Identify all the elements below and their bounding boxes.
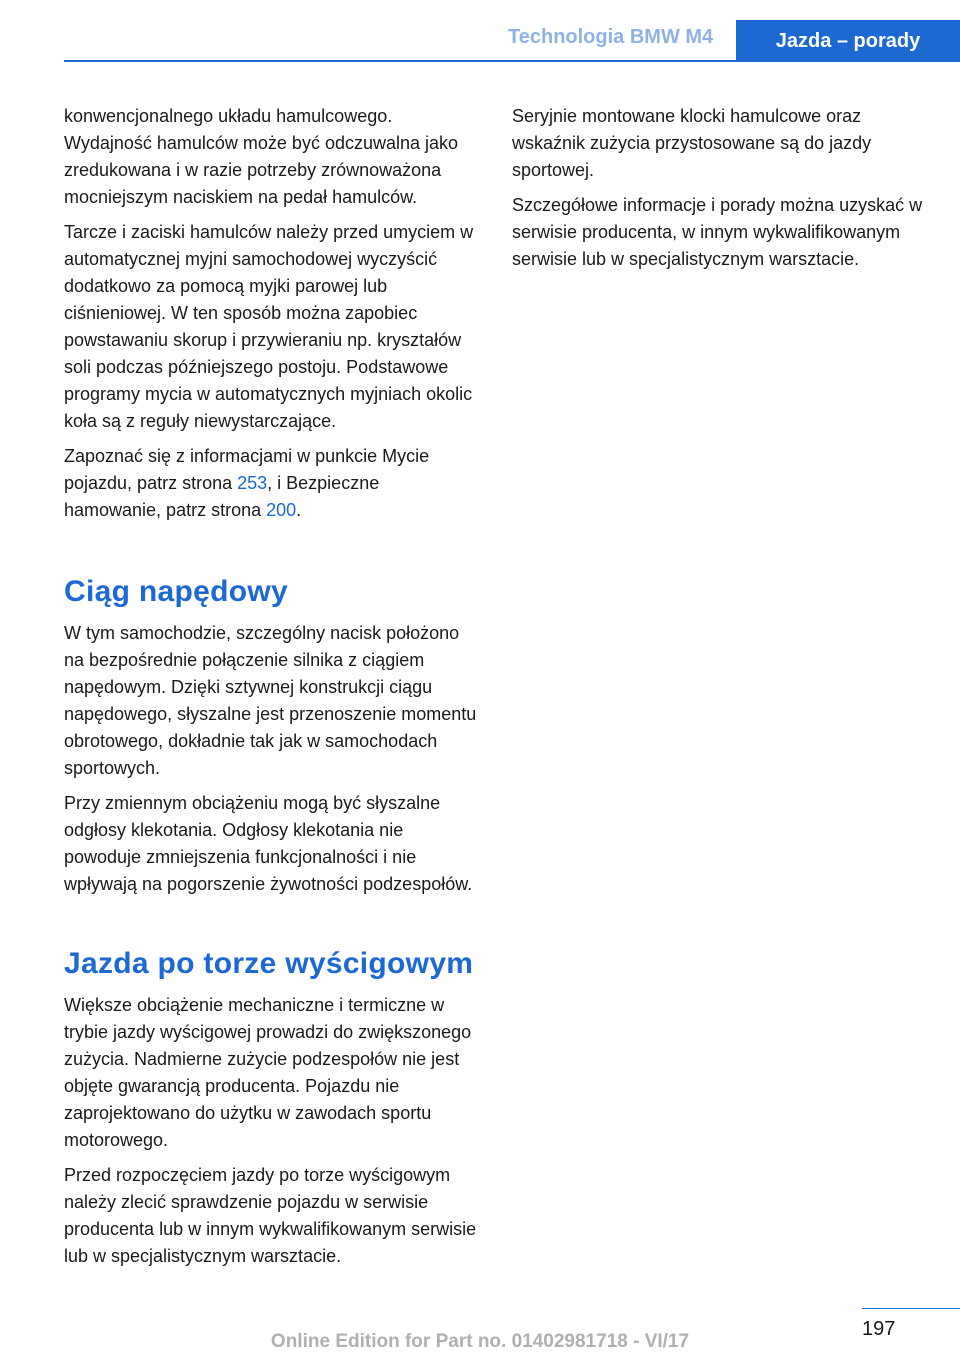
paragraph-drivetrain-rattle: Przy zmiennym obciążeniu mogą być słyszalne odgłosy klekotania. Odgłosy klekotania nie powoduje zmniejszenia funkcjonalności i nie wpływają na pogorszenie żywotności podzespołów. <box>64 793 473 894</box>
right-column <box>512 103 926 281</box>
heading-race-track: Jazda po torze wyścigowym <box>64 947 474 980</box>
see-also-text-c: . <box>296 500 302 520</box>
page-ref-link-200[interactable]: 200 <box>266 500 297 520</box>
paragraph-drivetrain-connection: W tym samochodzie, szczególny nacisk położono na bezpośrednie połączenie silnika z ciągiem napędowym. Dzięki sztywnej konstrukcji ciągu napędowego, słyszalne jest przenoszenie momentu obrotowego, dokładnie tak jak w samochodach sportowych. <box>64 623 477 778</box>
heading-drivetrain: Ciąg napędowy <box>64 575 288 608</box>
paragraph-brake-discs-cleaning: Tarcze i zaciski hamulców należy przed umyciem w automatycznej myjni samochodowej wyczyścić dodatkowo za pomocą myjki parowej lub ciśnieniowej. W ten sposób można zapobiec powstawaniu skorup i przywieraniu np. kryształów soli podczas późniejszego postoju. Podstawowe programy mycia w automatycznych myjniach okolic koła są z reguły niewystarczające. <box>64 222 474 431</box>
paragraph-see-also <box>64 443 478 524</box>
header-section-title[interactable]: Technologia BMW M4 <box>508 26 714 48</box>
footer-edition: Online Edition for Part no. 01402981718 - VI/17 <box>270 1331 690 1352</box>
page-ref-link-253[interactable]: 253 <box>237 473 268 493</box>
footer-rule <box>862 1308 960 1309</box>
paragraph-race-track-wear: Większe obciążenie mechaniczne i termiczne w trybie jazdy wyścigowej prowadzi do zwiększonego zużycia. Nadmierne zużycie podzespołów nie jest objęte gwarancją producenta. Pojazdu nie zaprojektowano do użytku w zawodach sportu motorowego. <box>64 995 472 1150</box>
paragraph-brakes-conventional: konwencjonalnego układu hamulcowego. Wydajność hamulców może być odczuwalna jako zredukowana i w razie potrzeby zrównoważona mocniejszym naciskiem na pedał hamulców. <box>64 106 459 207</box>
left-column <box>64 103 478 1278</box>
paragraph-race-track-check: Przed rozpoczęciem jazdy po torze wyścigowym należy zlecić sprawdzenie pojazdu w serwisie producenta lub w innym wykwalifikowanym serwisie lub w specjalistycznym warsztacie. <box>64 1165 477 1266</box>
see-also-text-a: Zapoznać się z informacjami w punkcie Mycie pojazdu, patrz strona <box>64 446 430 493</box>
page-number: 197 <box>862 1318 896 1340</box>
see-also-text-b: , i Bezpieczne hamowanie, patrz strona <box>64 473 380 520</box>
paragraph-brake-pads: Seryjnie montowane klocki hamulcowe oraz wskaźnik zużycia przystosowane są do jazdy sportowej. <box>512 106 872 180</box>
header-chapter-tab[interactable]: Jazda – porady <box>736 20 960 62</box>
paragraph-service-info: Szczegółowe informacje i porady można uzyskać w serwisie producenta, w innym wykwalifikowanym serwisie lub w specjalistycznym warsztacie. <box>512 195 923 269</box>
